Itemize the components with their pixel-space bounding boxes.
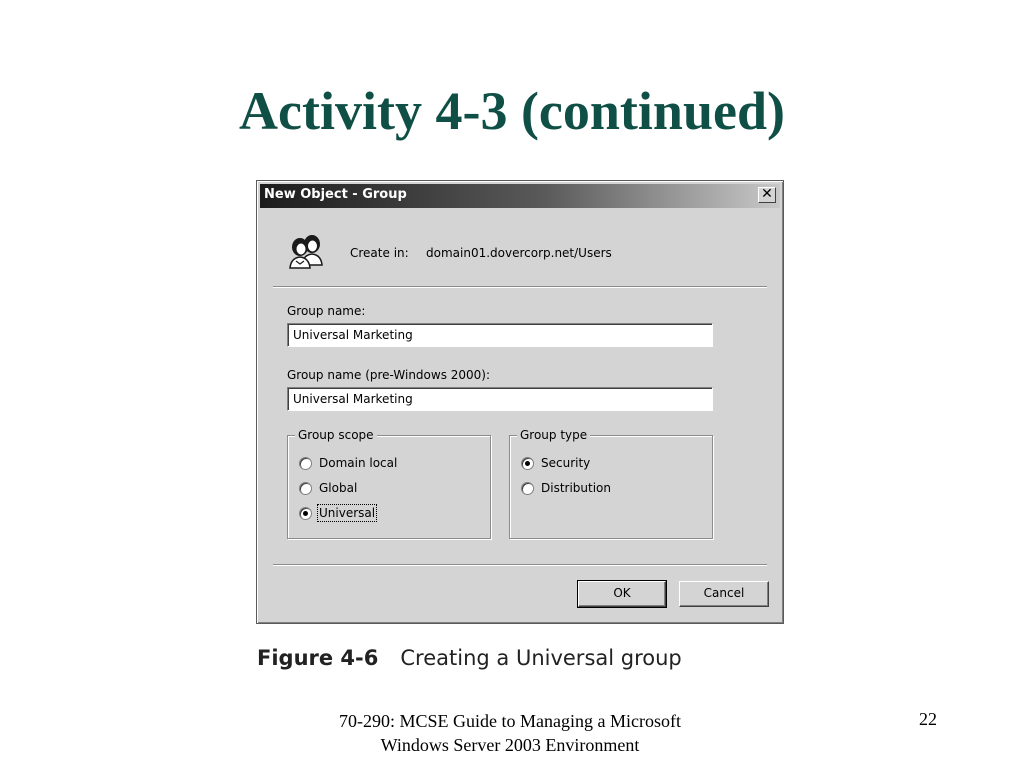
radio-label: Universal bbox=[319, 506, 376, 520]
cancel-button[interactable]: Cancel bbox=[679, 581, 769, 607]
radio-label: Global bbox=[319, 481, 358, 495]
radio-label: Distribution bbox=[541, 481, 612, 495]
create-in-path: domain01.dovercorp.net/Users bbox=[426, 246, 612, 260]
group-scope-legend: Group scope bbox=[295, 428, 377, 442]
group-type-box bbox=[509, 428, 713, 539]
dialog-title: New Object - Group bbox=[264, 187, 407, 202]
footer-line-2: Windows Server 2003 Environment bbox=[380, 735, 640, 755]
top-separator bbox=[273, 286, 767, 288]
slide-title: Activity 4-3 (continued) bbox=[239, 81, 785, 141]
radio-button[interactable] bbox=[521, 482, 534, 495]
close-button[interactable] bbox=[758, 187, 776, 203]
close-icon: ✕ bbox=[761, 186, 773, 202]
figure-caption-text: Creating a Universal group bbox=[400, 646, 682, 670]
figure-caption bbox=[257, 646, 682, 670]
footer-line-1: 70-290: MCSE Guide to Managing a Microsoft bbox=[339, 711, 681, 731]
radio-label: Security bbox=[541, 456, 591, 470]
figure-label: Figure 4-6 bbox=[257, 646, 379, 670]
radio-label: Domain local bbox=[319, 456, 398, 470]
ok-button[interactable]: OK bbox=[578, 581, 666, 607]
group-name-input[interactable]: Universal Marketing bbox=[287, 323, 713, 347]
bottom-separator bbox=[273, 564, 767, 566]
group-scope-box bbox=[287, 428, 491, 539]
radio-button[interactable] bbox=[299, 482, 312, 495]
group-type-legend: Group type bbox=[517, 428, 590, 442]
radio-button[interactable] bbox=[299, 457, 312, 470]
radio-button-selected[interactable] bbox=[299, 507, 312, 520]
radio-button-selected[interactable] bbox=[521, 457, 534, 470]
footer-text bbox=[290, 709, 730, 757]
group-name-label: Group name: bbox=[287, 304, 366, 318]
create-in-label: Create in: bbox=[350, 246, 409, 260]
dialog-titlebar[interactable] bbox=[260, 184, 780, 208]
group-icon bbox=[287, 231, 327, 271]
pre-windows-2000-label: Group name (pre-Windows 2000): bbox=[287, 368, 491, 382]
new-object-group-dialog bbox=[256, 180, 784, 624]
page-number: 22 bbox=[919, 709, 937, 729]
pre-windows-2000-input[interactable]: Universal Marketing bbox=[287, 387, 713, 411]
